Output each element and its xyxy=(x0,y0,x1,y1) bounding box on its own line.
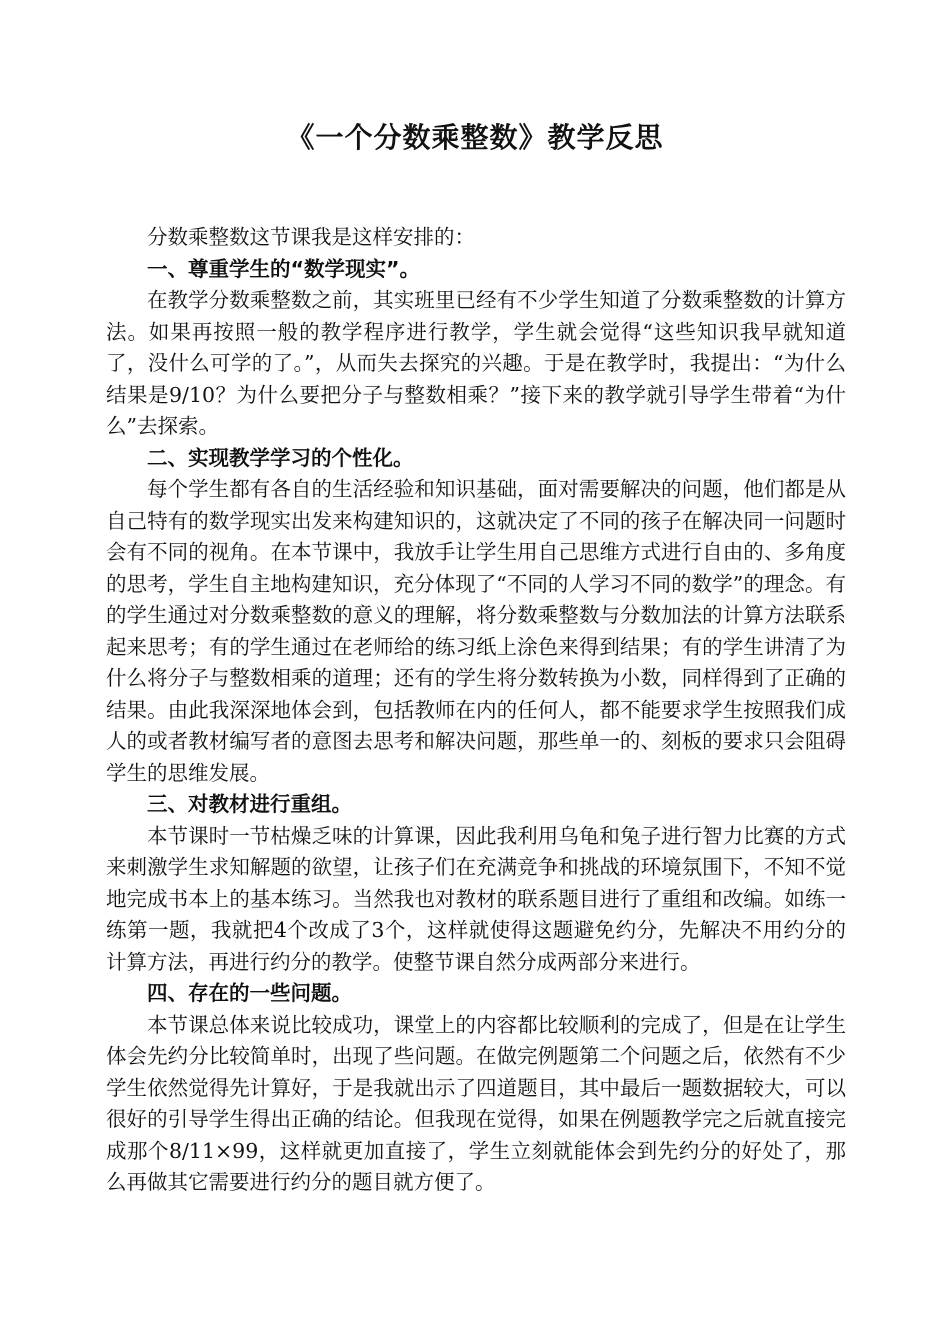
section-heading-3: 三、对教材进行重组。 xyxy=(147,792,352,816)
intro-paragraph: 分数乘整数这节课我是这样安排的： xyxy=(147,225,475,249)
section-paragraph-1: 在教学分数乘整数之前，其实班里已经有不少学生知道了分数乘整数的计算方法。如果再按照一般的教学程序进行教学，学生就会觉得“这些知识我早就知道了，没什么可学的了。”，从而失去探究的兴趣。于是在教学时，我提出：“为什么结果是9/10？为什么要把分子与整数相乘？”接下来的教学就引导学生带着“为什么”去探索。 xyxy=(106,288,846,438)
document-title: 《一个分数乘整数》教学反思 xyxy=(286,121,664,154)
section-paragraph-3: 本节课时一节枯燥乏味的计算课，因此我利用乌龟和兔子进行智力比赛的方式来刺激学生求知解题的欲望，让孩子们在充满竞争和挑战的环境氛围下，不知不觉地完成书本上的基本练习。当然我也对教材的联系题目进行了重组和改编。如练一练第一题，我就把4个改成了3个，这样就使得这题避免约分，先解决不用约分的计算方法，再进行约分的教学。使整节课自然分成两部分来进行。 xyxy=(106,823,846,974)
document-body xyxy=(106,222,846,1199)
section-paragraph-4: 本节课总体来说比较成功，课堂上的内容都比较顺利的完成了，但是在让学生体会先约分比较简单时，出现了些问题。在做完例题第二个问题之后，依然有不少学生依然觉得先计算好，于是我就出示了四道题目，其中最后一题数据较大，可以很好的引导学生得出正确的结论。但我现在觉得，如果在例题教学完之后就直接完成那个8/11×99，这样就更加直接了，学生立刻就能体会到先约分的好处了，那么再做其它需要进行约分的题目就方便了。 xyxy=(106,1012,846,1194)
section-heading-1: 一、尊重学生的“数学现实”。 xyxy=(147,256,420,281)
section-heading-4: 四、存在的一些问题。 xyxy=(147,981,352,1005)
section-heading-2: 二、实现教学学习的个性化。 xyxy=(147,445,414,470)
section-paragraph-2: 每个学生都有各自的生活经验和知识基础，面对需要解决的问题，他们都是从自己特有的数学现实出发来构建知识的，这就决定了不同的孩子在解决同一问题时会有不同的视角。在本节课中，我放手让学生用自己思维方式进行自由的、多角度的思考，学生自主地构建知识，充分体现了“不同的人学习不同的数学”的理念。有的学生通过对分数乘整数的意义的理解，将分数乘整数与分数加法的计算方法联系起来思考；有的学生通过在老师给的练习纸上涂色来得到结果；有的学生讲清了为什么将分子与整数相乘的道理；还有的学生将分数转换为小数，同样得到了正确的结果。由此我深深地体会到，包括教师在内的任何人，都不能要求学生按照我们成人的或者教材编写者的意图去思考和解决问题，那些单一的、刻板的要求只会阻碍学生的思维发展。 xyxy=(106,477,846,785)
